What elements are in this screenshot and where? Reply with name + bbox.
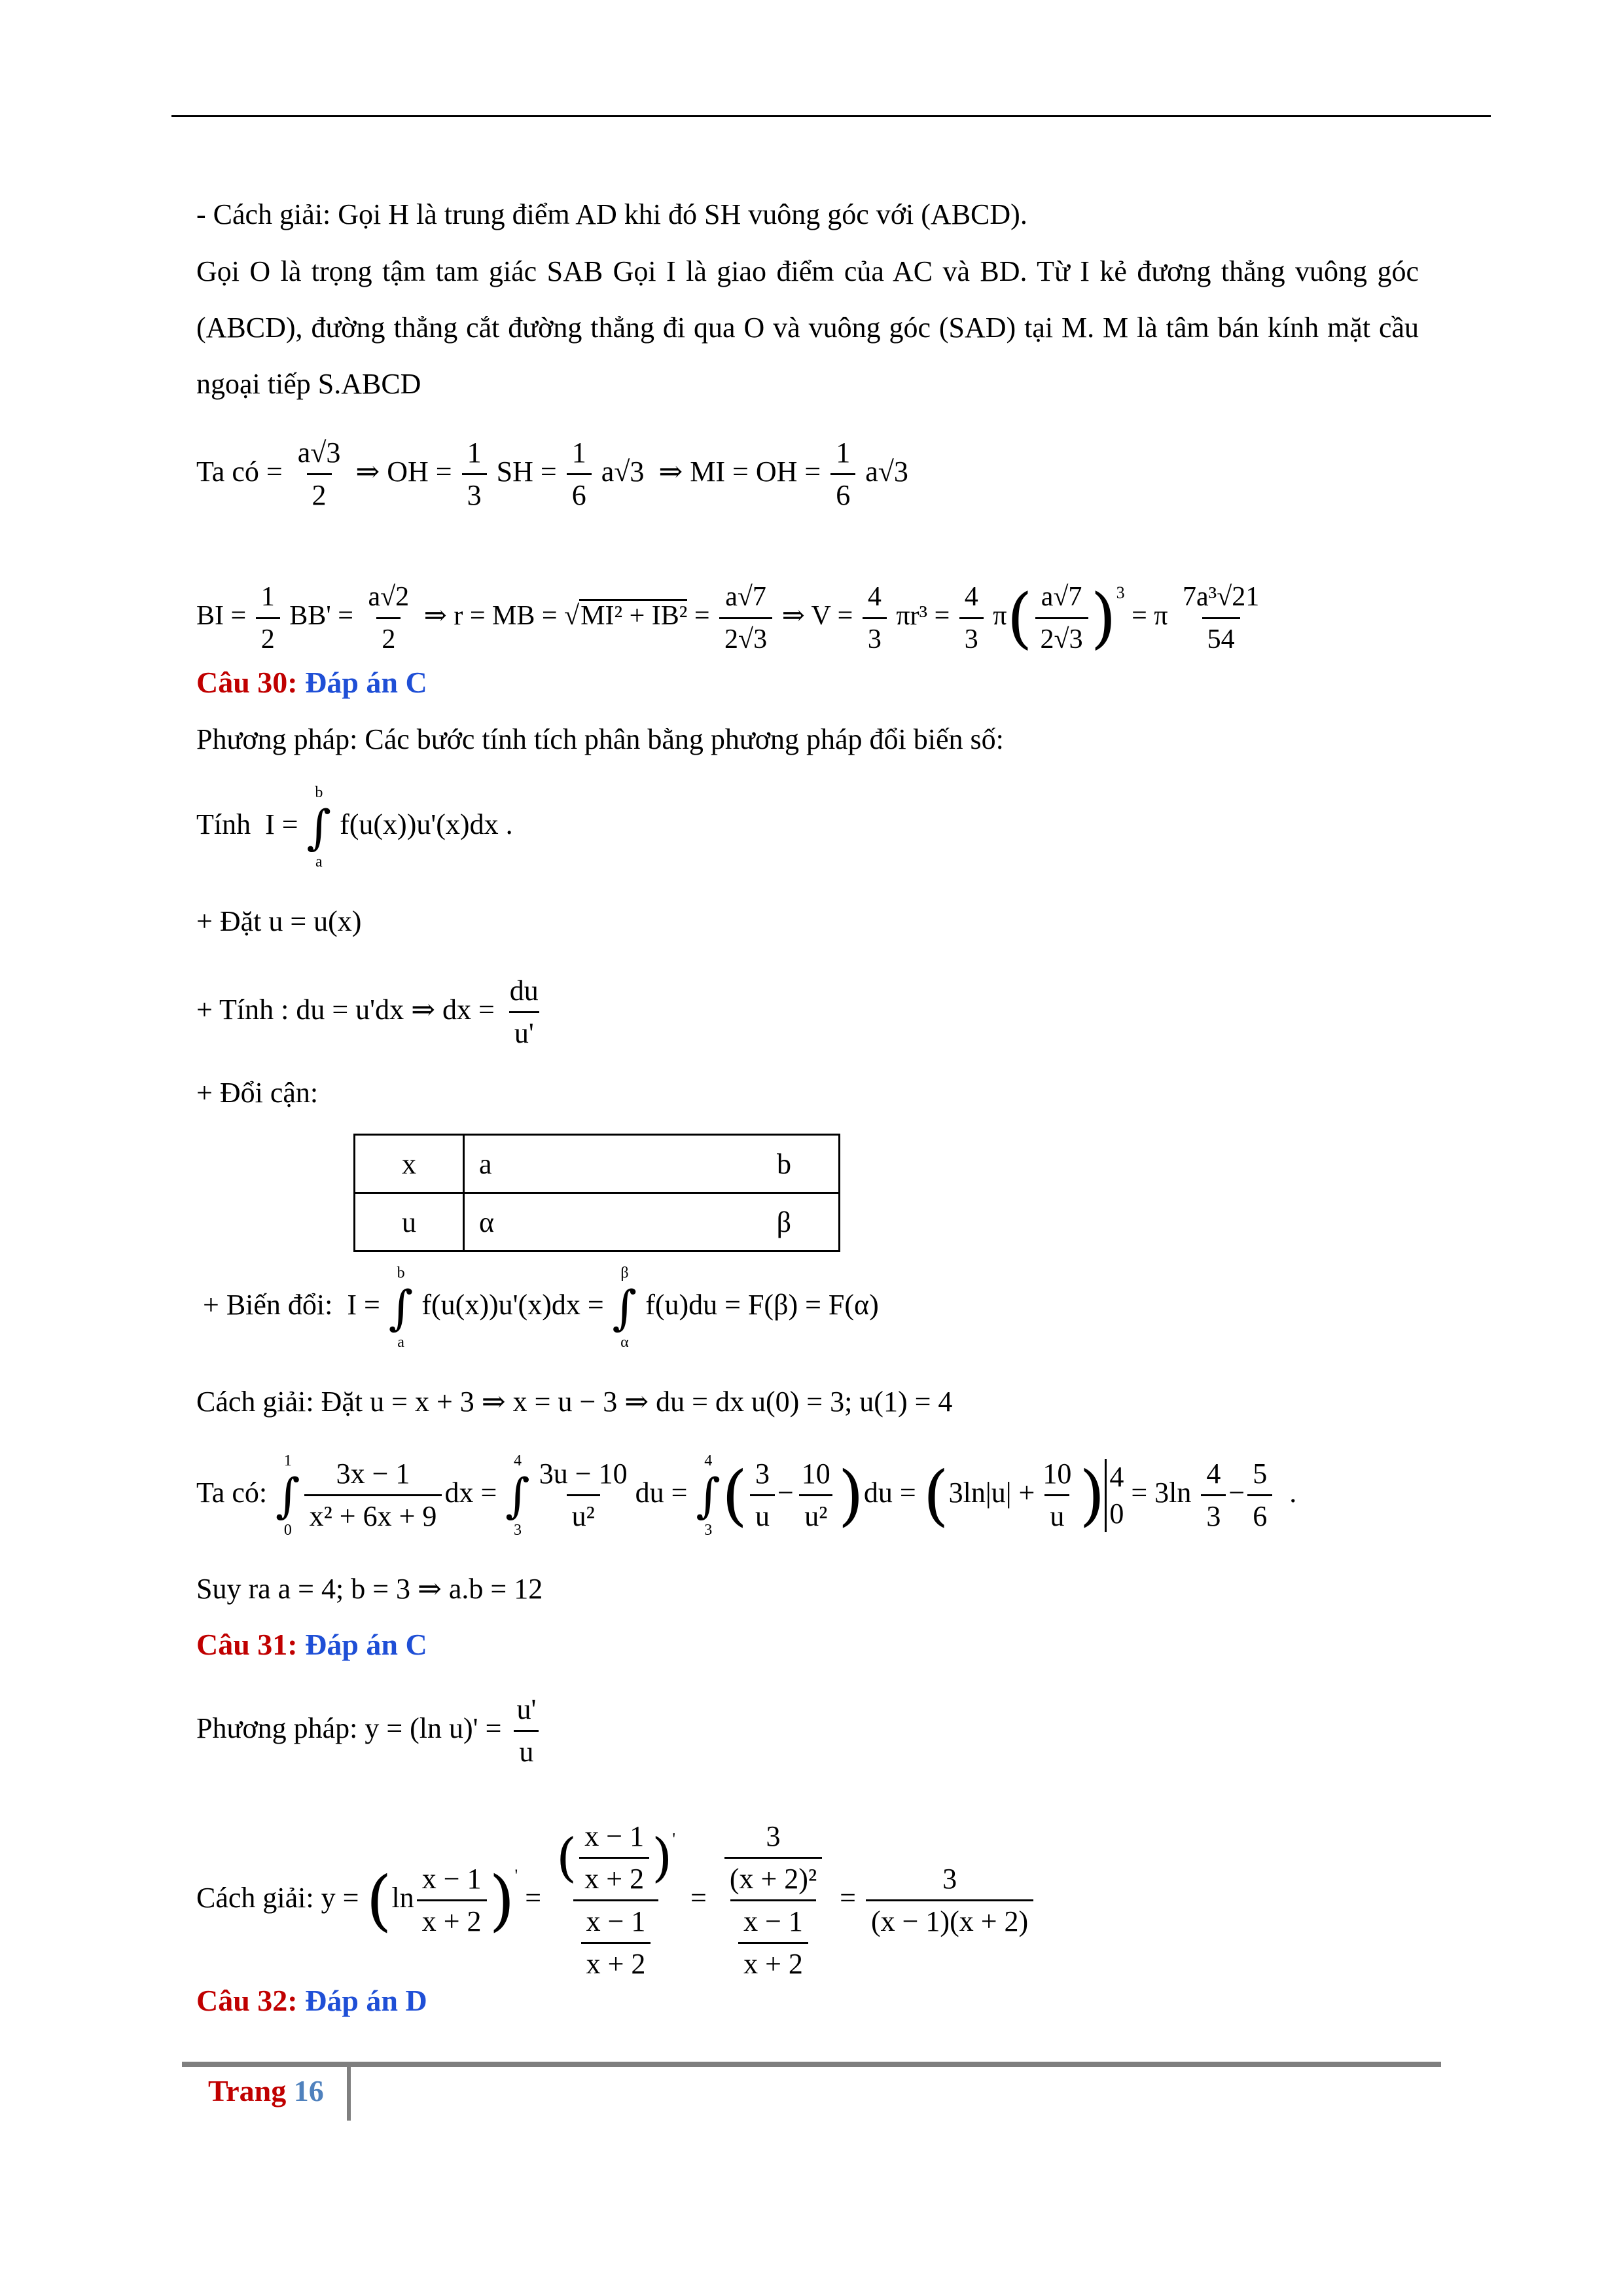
header-rule: [171, 115, 1491, 117]
table-row: x a b: [355, 1135, 840, 1193]
table-row: u α β: [355, 1193, 840, 1251]
method-30: Phương pháp: Các bước tính tích phân bằng phương pháp đổi biến số:: [196, 723, 1004, 755]
equation-oh: Ta có = $\frac{a√3}{2}$ ⇒ OH = $\frac{1}{3}$ SH = $\frac{1}{6}$ a√3 ⇒ MI = OH = $\frac{1}{6}$ a√3: [196, 429, 908, 516]
page-number: Trang 16: [208, 2074, 324, 2108]
solution-31: Cách giải: y = (ln $\frac{x - 1}{x + 2}$ )' = ( $\frac{x - 1}{x + 2}$ )' $\frac{x - 1}{x + 2}$ = $\frac{\frac{3}{\text{(x + 2)²}}}{\frac{x - 1}{x + 2}}$ = $\frac{3}{(x - 1)(x + 2)}$: [196, 1791, 1036, 1986]
footer-divider: [347, 2067, 351, 2121]
question-30-heading: Câu 30: Đáp án C: [196, 666, 427, 699]
intro-paragraph: Gọi O là trọng tậm tam giác SAB Gọi I là giao điểm của AC và BD. Từ I kẻ đương thẳng vuông góc (ABCD), đường thẳng cắt đường thẳng đi qua O và vuông góc (SAD) tại M. M là tâm bán kính mặt cầu ngoại tiếp S.ABCD: [196, 255, 1419, 400]
solution-integral: Ta có: 1 ∫ 0 $\frac{3x - 1}{\text{x² + 6x + 9}}$ dx = 4 ∫ 3 $\frac{3u - 10}{\text{u²}}$ du = 4 ∫ 3 ( $\frac{3}{u}$ − $\frac{10}{\text{u²}}$ )du = (3ln|u| + $\frac{10}{u}$ ) 4 0 = 3ln $\frac{4}{3}$ − $\frac{5}{6}$ .: [196, 1452, 1297, 1539]
substitution-step: + Đặt u = u(x): [196, 905, 362, 937]
intro-line: - Cách giải: Gọi H là trung điểm AD khi đó SH vuông góc với (ABCD).: [196, 198, 1027, 230]
question-31-heading: Câu 31: Đáp án C: [196, 1628, 427, 1661]
differential-step: + Tính : du = u'dx ⇒ dx = $\frac{du}{u'}$: [196, 967, 546, 1054]
limits-table: [353, 1134, 840, 1252]
limits-step: + Đổi cận:: [196, 1077, 319, 1109]
solution-substitution: Cách giải: Đặt u = x + 3 ⇒ x = u − 3 ⇒ du = dx u(0) = 3; u(1) = 4: [196, 1386, 953, 1418]
integral-definition: Tính I = b ∫ a f(u(x))u'(x)dx .: [196, 783, 513, 870]
transform-step: + Biến đổi: I = b ∫ a f(u(x))u'(x)dx = β ∫ α f(u)du = F(β) = F(α): [203, 1264, 879, 1351]
equation-volume: BI = $\frac{1}{2}$ BB' = $\frac{a√2}{2}$ ⇒ r = MB = √MI² + IB² = $\frac{a√7}{2√3}$ ⇒ V = $\frac{4}{3}$ πr³ = $\frac{4}{3}$ π( $\frac{a√7}{2√3}$ )$^3$ = π $\frac{\text{7a³√21}}{54}$: [196, 547, 1267, 664]
conclusion-30: Suy ra a = 4; b = 3 ⇒ a.b = 12: [196, 1573, 543, 1605]
footer-rule: [182, 2062, 1441, 2067]
question-32-heading: Câu 32: Đáp án D: [196, 1984, 427, 2017]
method-31: Phương pháp: y = (ln u)' = $\frac{u'}{u}$: [196, 1686, 544, 1772]
